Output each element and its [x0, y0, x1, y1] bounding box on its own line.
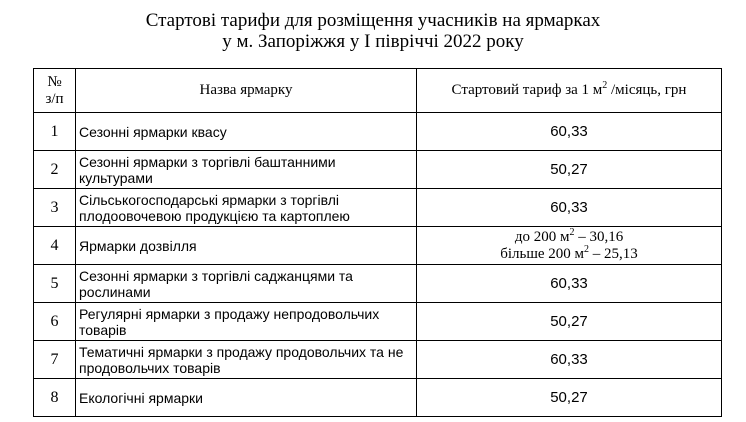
- tariff-line-2-sup: 2: [584, 243, 590, 255]
- row-tariff: [417, 227, 722, 265]
- row-name: Екологічні ярмарки: [76, 379, 417, 417]
- row-tariff: 50,27: [417, 303, 722, 341]
- table-row: [34, 303, 722, 341]
- table-row: [34, 189, 722, 227]
- table-header-row: [34, 69, 722, 113]
- header-tariff-unit: /місяць, грн: [607, 82, 687, 98]
- row-number: 6: [34, 303, 76, 341]
- tariff-table: [33, 68, 722, 417]
- row-number: 3: [34, 189, 76, 227]
- row-name: Тематичні ярмарки з продажу продовольчих та не продовольчих товарів: [76, 341, 417, 379]
- row-number: 4: [34, 227, 76, 265]
- tariff-line-2: [500, 243, 638, 262]
- row-tariff: 60,33: [417, 265, 722, 303]
- header-tariff: [417, 69, 722, 113]
- table-row: [34, 379, 722, 417]
- tariff-line-1: [514, 226, 624, 245]
- row-number: 7: [34, 341, 76, 379]
- row-name: Сезонні ярмарки з торгівлі саджанцями та рослинами: [76, 265, 417, 303]
- row-tariff: 60,33: [417, 189, 722, 227]
- table-row: [34, 227, 722, 265]
- row-tariff: 50,27: [417, 379, 722, 417]
- row-tariff: 60,33: [417, 341, 722, 379]
- table-row: [34, 341, 722, 379]
- row-number: 8: [34, 379, 76, 417]
- table-row: [34, 113, 722, 151]
- table-row: [34, 151, 722, 189]
- header-number-symbol: №: [47, 73, 62, 90]
- header-name: Назва ярмарку: [76, 69, 417, 113]
- row-name: Ярмарки дозвілля: [76, 227, 417, 265]
- tariff-line-1-sup: 2: [569, 226, 575, 238]
- row-tariff: 60,33: [417, 113, 722, 151]
- row-name: Сезонні ярмарки з торгівлі баштанними культурами: [76, 151, 417, 189]
- tariff-line-2-value: – 25,13: [589, 245, 638, 262]
- table-row: [34, 265, 722, 303]
- header-tariff-text: Стартовий тариф за 1 м: [451, 82, 603, 98]
- row-tariff: 50,27: [417, 151, 722, 189]
- document-title: [0, 10, 746, 52]
- row-number: 5: [34, 265, 76, 303]
- title-line-2: у м. Запоріжжя у I півріччі 2022 року: [222, 31, 524, 52]
- row-number: 2: [34, 151, 76, 189]
- header-tariff-sup: 2: [602, 80, 608, 91]
- tariff-line-2-text: більше 200 м: [500, 245, 585, 262]
- tariff-line-1-text: до 200 м: [514, 228, 570, 245]
- header-number: [34, 69, 76, 113]
- tariff-line-1-value: – 30,16: [574, 228, 624, 245]
- row-name: Сільськогосподарські ярмарки з торгівлі плодоовочевою продукцією та картоплею: [76, 189, 417, 227]
- row-name: Регулярні ярмарки з продажу непродовольчих товарів: [76, 303, 417, 341]
- row-number: 1: [34, 113, 76, 151]
- row-name: Сезонні ярмарки квасу: [76, 113, 417, 151]
- title-line-1: Стартові тарифи для розміщення учасників на ярмарках: [145, 10, 601, 31]
- header-number-abbrev: з/п: [45, 90, 64, 107]
